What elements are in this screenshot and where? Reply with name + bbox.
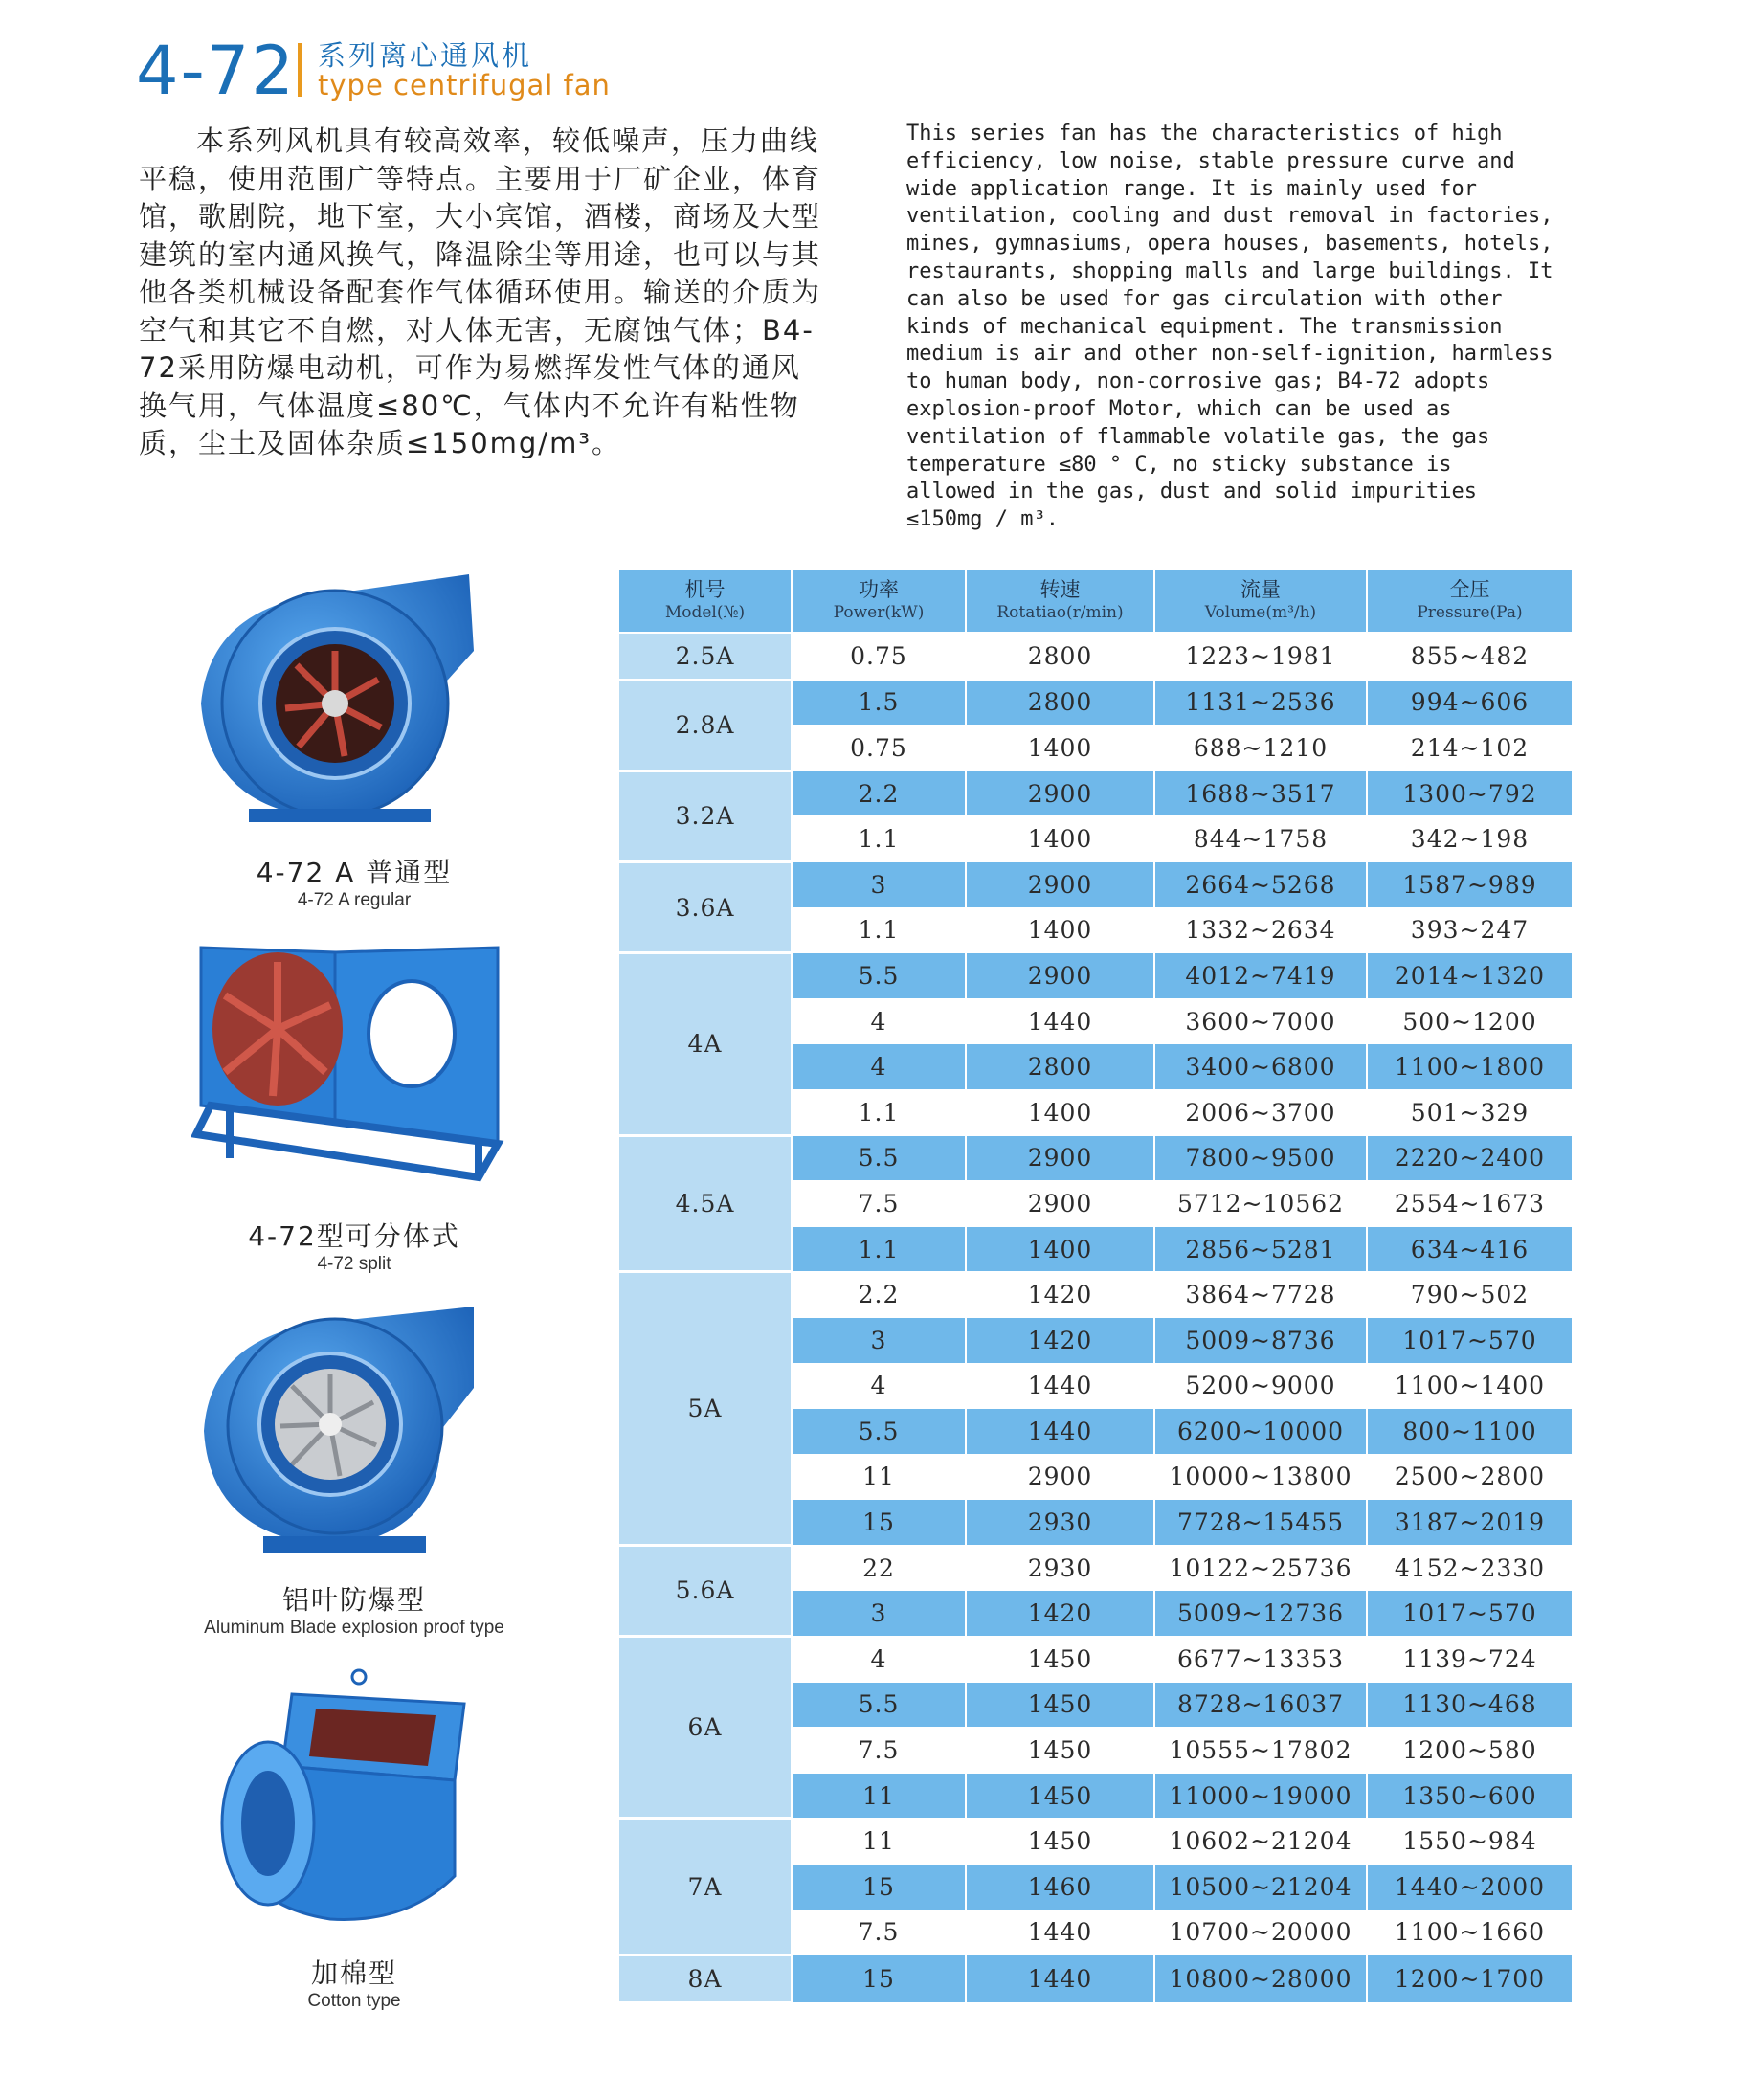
power-cell: 15 xyxy=(792,1955,966,2003)
power-cell: 2.2 xyxy=(792,1272,966,1318)
volume-cell: 5200~9000 xyxy=(1154,1363,1367,1409)
power-cell: 1.1 xyxy=(792,907,966,953)
model-cell: 4.5A xyxy=(618,1135,792,1272)
header-model: 机号 Model(№) xyxy=(618,569,792,633)
rotation-cell: 2900 xyxy=(966,1181,1154,1227)
power-cell: 11 xyxy=(792,1773,966,1819)
rotation-cell: 2900 xyxy=(966,861,1154,907)
spec-table xyxy=(617,568,1574,2004)
volume-cell: 1332~2634 xyxy=(1154,907,1367,953)
rotation-cell: 1440 xyxy=(966,1955,1154,2003)
pressure-cell: 1200~580 xyxy=(1367,1728,1573,1774)
power-cell: 1.1 xyxy=(792,816,966,862)
model-cell: 3.2A xyxy=(618,771,792,861)
volume-cell: 3600~7000 xyxy=(1154,998,1367,1044)
pressure-cell: 2500~2800 xyxy=(1367,1454,1573,1500)
power-cell: 3 xyxy=(792,861,966,907)
header-rotation: 转速 Rotatiao(r/min) xyxy=(966,569,1154,633)
model-cell: 4A xyxy=(618,953,792,1135)
volume-cell: 10602~21204 xyxy=(1154,1819,1367,1865)
pressure-cell: 4152~2330 xyxy=(1367,1545,1573,1591)
volume-cell: 1131~2536 xyxy=(1154,680,1367,726)
rotation-cell: 2900 xyxy=(966,953,1154,999)
rotation-cell: 2900 xyxy=(966,1454,1154,1500)
volume-cell: 6200~10000 xyxy=(1154,1409,1367,1455)
power-cell: 4 xyxy=(792,1363,966,1409)
rotation-cell: 2800 xyxy=(966,680,1154,726)
rotation-cell: 1460 xyxy=(966,1865,1154,1910)
table-row xyxy=(618,1637,1573,1683)
pressure-cell: 855~482 xyxy=(1367,633,1573,680)
power-cell: 0.75 xyxy=(792,726,966,771)
volume-cell: 3400~6800 xyxy=(1154,1044,1367,1090)
header-power: 功率 Power(kW) xyxy=(792,569,966,633)
table-row xyxy=(618,861,1573,907)
product-cotton-subtitle: Cotton type xyxy=(307,1991,401,2011)
rotation-cell: 1450 xyxy=(966,1682,1154,1728)
power-cell: 1.5 xyxy=(792,680,966,726)
product-split-subtitle: 4-72 split xyxy=(317,1254,391,1274)
model-cell: 7A xyxy=(618,1819,792,1955)
power-cell: 15 xyxy=(792,1865,966,1910)
rotation-cell: 2900 xyxy=(966,1135,1154,1181)
pressure-cell: 3187~2019 xyxy=(1367,1500,1573,1546)
table-row xyxy=(618,633,1573,680)
pressure-cell: 1300~792 xyxy=(1367,771,1573,816)
rotation-cell: 1450 xyxy=(966,1819,1154,1865)
pressure-cell: 1100~1800 xyxy=(1367,1044,1573,1090)
product-aluminum-subtitle: Aluminum Blade explosion proof type xyxy=(204,1618,504,1638)
centrifugal-fan-cotton-icon xyxy=(215,1665,483,1933)
power-cell: 5.5 xyxy=(792,1135,966,1181)
model-cell: 8A xyxy=(618,1955,792,2003)
volume-cell: 1688~3517 xyxy=(1154,771,1367,816)
volume-cell: 5009~8736 xyxy=(1154,1317,1367,1363)
product-aluminum-title: 铝叶防爆型 xyxy=(281,1584,426,1616)
rotation-cell: 1420 xyxy=(966,1272,1154,1318)
power-cell: 4 xyxy=(792,998,966,1044)
power-cell: 7.5 xyxy=(792,1910,966,1955)
header-volume: 流量 Volume(m³/h) xyxy=(1154,569,1367,633)
volume-cell: 10555~17802 xyxy=(1154,1728,1367,1774)
header-pressure: 全压 Pressure(Pa) xyxy=(1367,569,1573,633)
table-header-row xyxy=(618,569,1573,633)
model-cell: 5.6A xyxy=(618,1545,792,1636)
power-cell: 4 xyxy=(792,1637,966,1683)
model-cell: 5A xyxy=(618,1272,792,1546)
table-row xyxy=(618,1135,1573,1181)
rotation-cell: 1400 xyxy=(966,816,1154,862)
power-cell: 7.5 xyxy=(792,1728,966,1774)
table-row xyxy=(618,1272,1573,1318)
rotation-cell: 2800 xyxy=(966,633,1154,680)
rotation-cell: 1450 xyxy=(966,1728,1154,1774)
pressure-cell: 342~198 xyxy=(1367,816,1573,862)
rotation-cell: 2930 xyxy=(966,1545,1154,1591)
rotation-cell: 1440 xyxy=(966,1910,1154,1955)
volume-cell: 2006~3700 xyxy=(1154,1089,1367,1135)
pressure-cell: 1100~1660 xyxy=(1367,1910,1573,1955)
power-cell: 3 xyxy=(792,1591,966,1637)
pressure-cell: 1017~570 xyxy=(1367,1591,1573,1637)
centrifugal-fan-aluminum-icon xyxy=(196,1302,483,1560)
volume-cell: 8728~16037 xyxy=(1154,1682,1367,1728)
volume-cell: 7728~15455 xyxy=(1154,1500,1367,1546)
power-cell: 1.1 xyxy=(792,1089,966,1135)
rotation-cell: 1450 xyxy=(966,1637,1154,1683)
rotation-cell: 2800 xyxy=(966,1044,1154,1090)
rotation-cell: 2930 xyxy=(966,1500,1154,1546)
table-row xyxy=(618,1545,1573,1591)
table-row xyxy=(618,953,1573,999)
volume-cell: 10000~13800 xyxy=(1154,1454,1367,1500)
rotation-cell: 1400 xyxy=(966,907,1154,953)
volume-cell: 10800~28000 xyxy=(1154,1955,1367,2003)
product-cotton-title: 加棉型 xyxy=(310,1957,397,1989)
power-cell: 11 xyxy=(792,1819,966,1865)
volume-cell: 10122~25736 xyxy=(1154,1545,1367,1591)
power-cell: 5.5 xyxy=(792,1409,966,1455)
volume-cell: 6677~13353 xyxy=(1154,1637,1367,1683)
pressure-cell: 2014~1320 xyxy=(1367,953,1573,999)
pressure-cell: 1130~468 xyxy=(1367,1682,1573,1728)
centrifugal-fan-split-icon xyxy=(191,938,507,1196)
pressure-cell: 1350~600 xyxy=(1367,1773,1573,1819)
rotation-cell: 1420 xyxy=(966,1591,1154,1637)
volume-cell: 10500~21204 xyxy=(1154,1865,1367,1910)
model-cell: 3.6A xyxy=(618,861,792,952)
table-body xyxy=(618,633,1573,2002)
model-cell: 6A xyxy=(618,1637,792,1819)
model-cell: 2.5A xyxy=(618,633,792,680)
pressure-cell: 1139~724 xyxy=(1367,1637,1573,1683)
centrifugal-fan-regular-icon xyxy=(191,565,479,833)
volume-cell: 4012~7419 xyxy=(1154,953,1367,999)
rotation-cell: 1450 xyxy=(966,1773,1154,1819)
power-cell: 2.2 xyxy=(792,771,966,816)
volume-cell: 2856~5281 xyxy=(1154,1226,1367,1272)
product-split-title: 4-72型可分体式 xyxy=(248,1220,460,1252)
pressure-cell: 800~1100 xyxy=(1367,1409,1573,1455)
rotation-cell: 1440 xyxy=(966,998,1154,1044)
rotation-cell: 1400 xyxy=(966,1089,1154,1135)
title-divider xyxy=(298,43,302,97)
product-regular-title: 4-72 A 普通型 xyxy=(256,857,453,888)
table-row xyxy=(618,1955,1573,2003)
power-cell: 3 xyxy=(792,1317,966,1363)
pressure-cell: 214~102 xyxy=(1367,726,1573,771)
pressure-cell: 1200~1700 xyxy=(1367,1955,1573,2003)
pressure-cell: 994~606 xyxy=(1367,680,1573,726)
series-number: 4-72 xyxy=(136,32,296,110)
volume-cell: 5712~10562 xyxy=(1154,1181,1367,1227)
title-chinese: 系列离心通风机 xyxy=(318,39,533,72)
pressure-cell: 500~1200 xyxy=(1367,998,1573,1044)
power-cell: 11 xyxy=(792,1454,966,1500)
volume-cell: 688~1210 xyxy=(1154,726,1367,771)
pressure-cell: 501~329 xyxy=(1367,1089,1573,1135)
pressure-cell: 1100~1400 xyxy=(1367,1363,1573,1409)
volume-cell: 1223~1981 xyxy=(1154,633,1367,680)
intro-english: This series fan has the characteristics of high efficiency, low noise, stable pressure curve and wide application range. It is mainly used for ventilation, cooling and dust removal in factories, mines, gymnasiums, opera houses, basements, hotels, restaurants, shopping malls and large buildings. It can also be used for gas circulation with other kinds of mechanical equipment. The transmission medium is air and other non-self-ignition, harmless to human body, non-corrosive gas; B4-72 adopts explosion-proof Motor, which can be used as ventilation of flammable volatile gas, the gas temperature ≤80 ° C, no sticky substance is allowed in the gas, dust and solid impurities ≤150mg / m³. xyxy=(906,122,1553,532)
pressure-cell: 2554~1673 xyxy=(1367,1181,1573,1227)
power-cell: 7.5 xyxy=(792,1181,966,1227)
table-row xyxy=(618,680,1573,726)
power-cell: 5.5 xyxy=(792,953,966,999)
rotation-cell: 1400 xyxy=(966,726,1154,771)
title-english: type centrifugal fan xyxy=(318,69,611,101)
volume-cell: 10700~20000 xyxy=(1154,1910,1367,1955)
power-cell: 1.1 xyxy=(792,1226,966,1272)
intro-chinese: 本系列风机具有较高效率，较低噪声，压力曲线平稳，使用范围广等特点。主要用于厂矿企业，体育馆，歌剧院，地下室，大小宾馆，酒楼，商场及大型建筑的室内通风换气，降温除尘等用途，也可以与其他各类机械设备配套作气体循环使用。输送的介质为空气和其它不自燃，对人体无害，无腐蚀气体；B4-72采用防爆电动机，可作为易燃挥发性气体的通风换气用，气体温度≤80℃，气体内不允许有粘性物质，尘土及固体杂质≤150mg/m³。 xyxy=(139,124,822,459)
rotation-cell: 1440 xyxy=(966,1363,1154,1409)
power-cell: 22 xyxy=(792,1545,966,1591)
rotation-cell: 1440 xyxy=(966,1409,1154,1455)
product-regular-subtitle: 4-72 A regular xyxy=(297,890,412,910)
volume-cell: 844~1758 xyxy=(1154,816,1367,862)
power-cell: 15 xyxy=(792,1500,966,1546)
volume-cell: 11000~19000 xyxy=(1154,1773,1367,1819)
table-row xyxy=(618,771,1573,816)
volume-cell: 2664~5268 xyxy=(1154,861,1367,907)
pressure-cell: 2220~2400 xyxy=(1367,1135,1573,1181)
rotation-cell: 1400 xyxy=(966,1226,1154,1272)
volume-cell: 5009~12736 xyxy=(1154,1591,1367,1637)
pressure-cell: 634~416 xyxy=(1367,1226,1573,1272)
pressure-cell: 1440~2000 xyxy=(1367,1865,1573,1910)
rotation-cell: 1420 xyxy=(966,1317,1154,1363)
power-cell: 5.5 xyxy=(792,1682,966,1728)
volume-cell: 3864~7728 xyxy=(1154,1272,1367,1318)
model-cell: 2.8A xyxy=(618,680,792,771)
table-row xyxy=(618,1819,1573,1865)
pressure-cell: 1550~984 xyxy=(1367,1819,1573,1865)
pressure-cell: 790~502 xyxy=(1367,1272,1573,1318)
volume-cell: 7800~9500 xyxy=(1154,1135,1367,1181)
rotation-cell: 2900 xyxy=(966,771,1154,816)
power-cell: 0.75 xyxy=(792,633,966,680)
pressure-cell: 1587~989 xyxy=(1367,861,1573,907)
pressure-cell: 1017~570 xyxy=(1367,1317,1573,1363)
pressure-cell: 393~247 xyxy=(1367,907,1573,953)
power-cell: 4 xyxy=(792,1044,966,1090)
